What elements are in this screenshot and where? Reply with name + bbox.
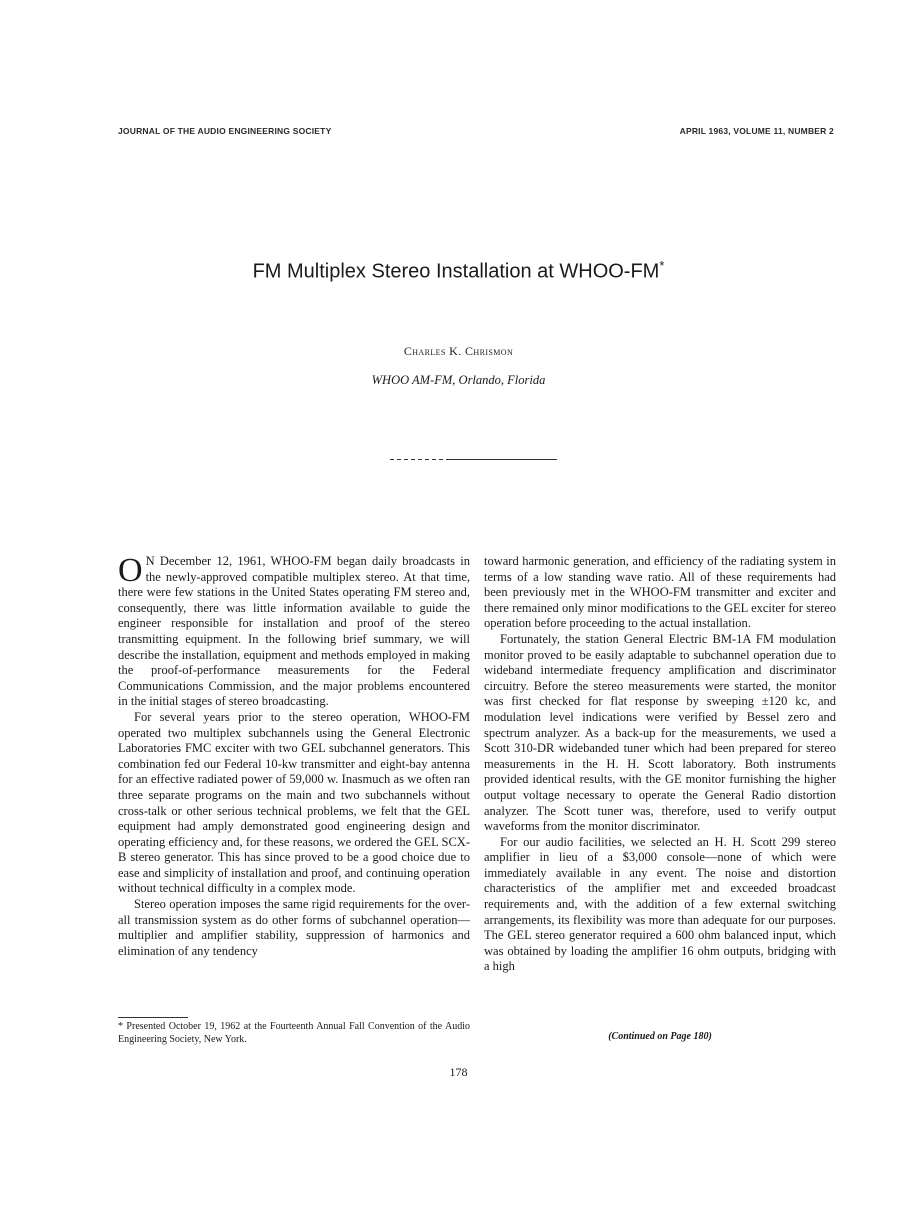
- author-name: Charles K. Chrismon: [403, 344, 514, 358]
- paragraph: toward harmonic generation, and efficiency of the radiating system in terms of a low standing wave ratio. All of these requirements had been previously met in the WHOO-FM transmitter and exciter and there remained only minor modifications to the GEL exciter for stereo operation before proceeding to the actual installation.: [484, 554, 836, 631]
- journal-running-head: JOURNAL OF THE AUDIO ENGINEERING SOCIETY: [118, 126, 332, 136]
- section-divider-dash: [387, 458, 447, 460]
- paragraph: For several years prior to the stereo operation, WHOO-FM operated two multiplex subchannels using the General Electronic Laboratories FMC exciter with two GEL subchannel generators. This combination fed our Federal 10-kw transmitter and eight-bay antenna for an effective radiated power of 59,000 w. Inasmuch as we often ran three separate programs on the main and two subchannels without cross-talk or other serious technical problems, we felt that the GEL equipment had amply demonstrated good engineering design and operating efficiency and, for these reasons, we ordered the GEL SCX-B stereo generator. This has since proved to be a good choice due to ease and simplicity of installation and proof, and continuing operation without technical difficulty in a complex mode.: [118, 709, 470, 896]
- paragraph: Fortunately, the station General Electric BM-1A FM modulation monitor proved to be easily adaptable to subchannel operation due to wideband intermediate frequency amplification and discriminator circuitry. Before the stereo measurements were started, the monitor was first checked for flat response by sweeping ±120 kc, and modulation level indications were verified by Bessel zero and spectrum analyzer. As a back-up for the measurements, we used a Scott 310-DR widebanded tuner which had been prepared for stereo measurements in the H. H. Scott laboratory. Both instruments provided identical results, with the GE monitor furnishing the higher output voltage necessary to operate the General Radio distortion analyzer. The Scott tuner was, therefore, used to verify output waveforms from the monitor discriminator.: [484, 631, 836, 834]
- footnote: * Presented October 19, 1962 at the Fourteenth Annual Fall Convention of the Audio Engineering Society, New York.: [118, 1021, 470, 1045]
- paragraph-text: N December 12, 1961, WHOO-FM began daily broadcasts in the newly-approved compatible multiplex stereo. At that time, there were few stations in the United States operating FM stereo and, consequently, there was little information available to guide the engineer responsible for installation and proof of the stereo transmitting equipment. In the following brief summary, we will describe the installation, equipment and methods employed in making the proof-of-performance measurements for the Federal Communications Commission, and the major problems encountered in the initial stages of stereo broadcasting.: [118, 554, 470, 709]
- text-column-right: [484, 554, 836, 975]
- paragraph: Stereo operation imposes the same rigid requirements for the over-all transmission system as do other forms of subchannel operation—multiplier and amplifier stability, suppression of harmonics and elimination of any tendency: [118, 897, 470, 958]
- paragraph: For our audio facilities, we selected an H. H. Scott 299 stereo amplifier in lieu of a $3,000 console—none of which were immediately available in any event. The noise and distortion characteristics of the amplifier met and exceeded broadcast requirements and, with the addition of a few external switching arrangements, its flexibility was more than adequate for our purposes. The GEL stereo generator required a 600 ohm balanced input, which was obtained by loading the amplifier 16 ohm outputs, bridging with a high: [484, 834, 836, 974]
- title-footnote-mark: *: [659, 258, 665, 273]
- page-number: 178: [449, 1065, 468, 1079]
- footnote-rule: [118, 1017, 188, 1018]
- issue-running-head: APRIL 1963, VOLUME 11, NUMBER 2: [679, 126, 834, 136]
- drop-cap: O: [118, 552, 143, 589]
- continued-note: (Continued on Page 180): [608, 1031, 712, 1042]
- text-column-left: [118, 554, 470, 959]
- paragraph: [118, 554, 470, 710]
- article-title: [0, 258, 917, 284]
- article-title-text: FM Multiplex Stereo Installation at WHOO-FM: [252, 260, 660, 283]
- author-affiliation: WHOO AM-FM, Orlando, Florida: [371, 373, 546, 387]
